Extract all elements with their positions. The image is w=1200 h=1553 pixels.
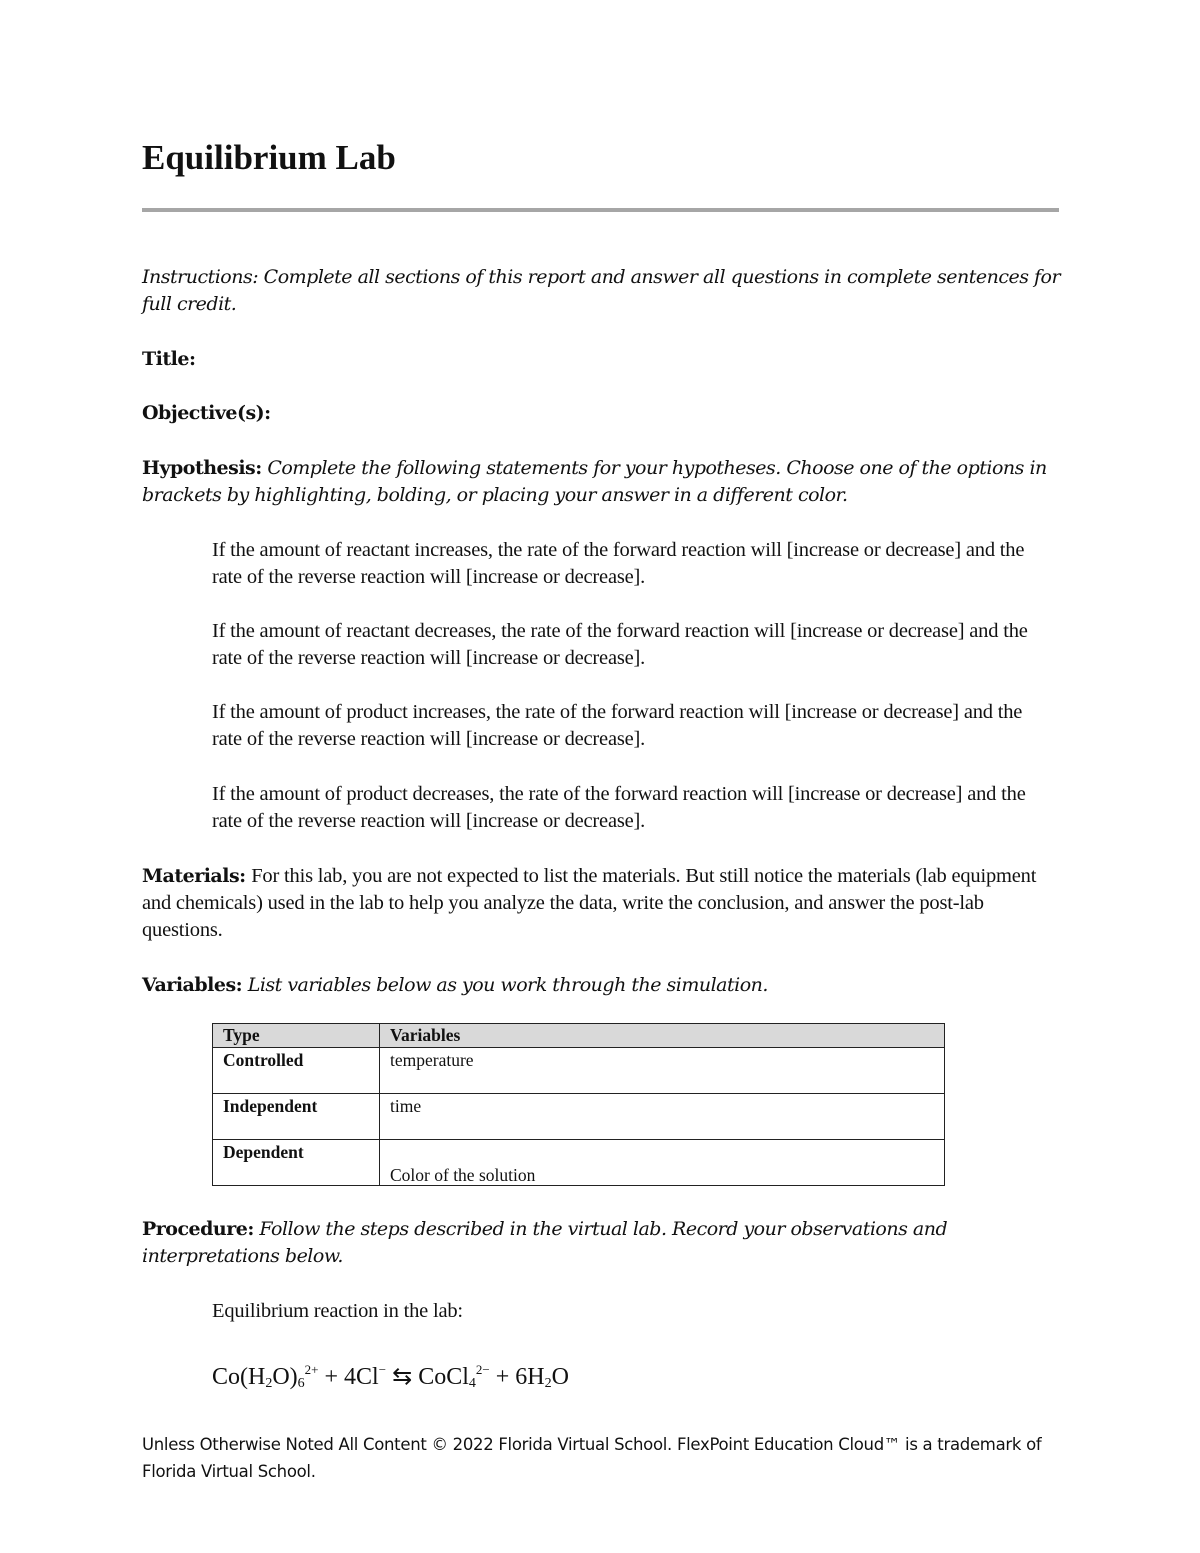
equilibrium-arrow-icon: ⇆ <box>386 1364 419 1390</box>
equation-intro: Equilibrium reaction in the lab: <box>212 1300 463 1322</box>
variables-section <box>142 972 1067 999</box>
table-header-row <box>213 1024 945 1048</box>
hypothesis-statement: If the amount of product increases, the rate of the forward reaction will [increase or decrease] and the rate of the reverse reaction will [increase or decrease]. <box>212 701 1023 750</box>
equation-part: + 6H <box>489 1364 545 1390</box>
objectives-label: Objective(s): <box>142 402 271 424</box>
procedure-label: Procedure: <box>142 1218 254 1240</box>
equation-charge: − <box>378 1362 387 1377</box>
hypothesis-label: Hypothesis: <box>142 457 262 479</box>
hypothesis-statement: If the amount of product decreases, the rate of the forward reaction will [increase or decrease] and the rate of the reverse reaction will [increase or decrease]. <box>212 783 1026 832</box>
equation-subscript: 2 <box>544 1376 552 1391</box>
equation-part: O) <box>272 1364 298 1390</box>
equation-subscript: 2 <box>265 1376 273 1391</box>
equation-part: Co(H <box>212 1364 266 1390</box>
table-row <box>213 1140 945 1186</box>
page-title: Equilibrium Lab <box>142 138 396 177</box>
variable-value[interactable]: time <box>380 1094 945 1140</box>
materials-label: Materials: <box>142 865 246 887</box>
hypothesis-section <box>142 455 1067 509</box>
table-row <box>213 1094 945 1140</box>
hypothesis-text: Complete the following statements for your hypotheses. Choose one of the options in brackets by highlighting, bolding, or placing your answer in a different color. <box>142 457 1047 506</box>
materials-text: For this lab, you are not expected to list the materials. But still notice the materials (lab equipment and chemicals) used in the lab to help you analyze the data, write the conclusion, and answer the post-lab questions. <box>142 865 1037 941</box>
variable-value[interactable]: Color of the solution <box>380 1140 945 1186</box>
equilibrium-equation <box>212 1352 569 1402</box>
equation-subscript: 6 <box>297 1376 305 1391</box>
hypothesis-statement: If the amount of reactant decreases, the rate of the forward reaction will [increase or decrease] and the rate of the reverse reaction will [increase or decrease]. <box>212 620 1028 669</box>
variable-value[interactable]: temperature <box>380 1048 945 1094</box>
procedure-text: Follow the steps described in the virtual lab. Record your observations and interpretations below. <box>142 1218 948 1267</box>
equation-part: CoCl <box>418 1364 469 1390</box>
variables-text: List variables below as you work through the simulation. <box>247 974 768 996</box>
variables-label: Variables: <box>142 974 243 996</box>
variable-type: Independent <box>213 1094 380 1140</box>
hypothesis-statement: If the amount of reactant increases, the rate of the forward reaction will [increase or decrease] and the rate of the reverse reaction will [increase or decrease]. <box>212 539 1025 588</box>
equation-charge: 2+ <box>304 1362 319 1377</box>
procedure-section <box>142 1216 1067 1270</box>
title-divider <box>142 208 1059 212</box>
equation-part: O <box>551 1364 569 1390</box>
variable-type: Controlled <box>213 1048 380 1094</box>
instructions: Instructions: Complete all sections of this report and answer all questions in complete sentences for full credit. <box>142 266 1061 315</box>
table-header-type: Type <box>213 1024 380 1048</box>
table-header-variables: Variables <box>380 1024 945 1048</box>
table-row <box>213 1048 945 1094</box>
title-label: Title: <box>142 348 196 370</box>
variable-type: Dependent <box>213 1140 380 1186</box>
equation-part: + 4Cl <box>318 1364 379 1390</box>
variables-table <box>212 1023 945 1186</box>
equation-charge: 2− <box>475 1362 490 1377</box>
page-footer: Unless Otherwise Noted All Content © 2022 Florida Virtual School. FlexPoint Education Cloud™ is a trademark of Florida Virtual School. <box>142 1435 1042 1481</box>
materials-section <box>142 863 1067 944</box>
equation-subscript: 4 <box>468 1376 476 1391</box>
